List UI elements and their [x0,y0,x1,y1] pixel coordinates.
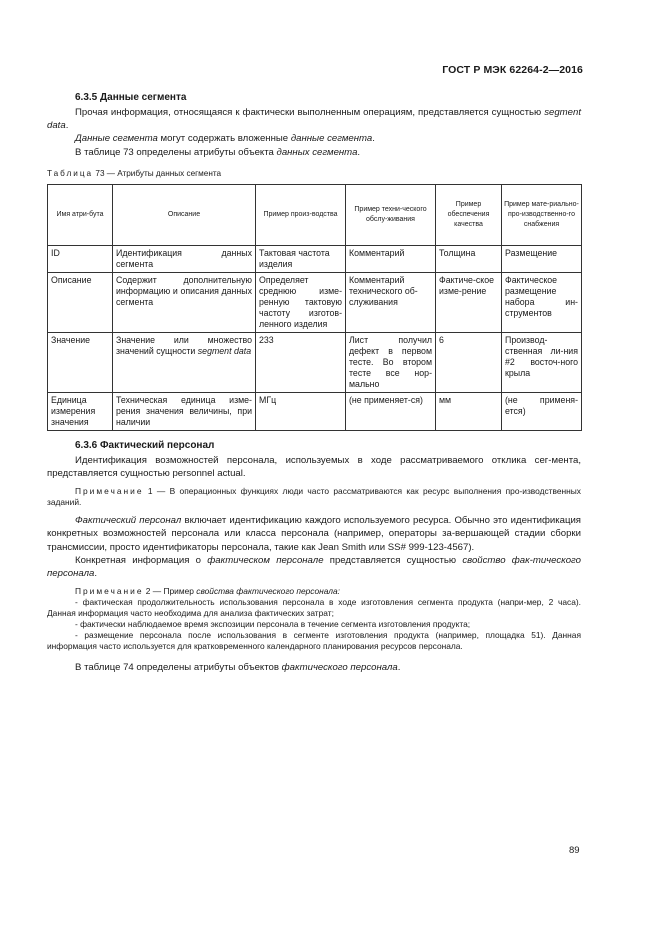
table-cell: 233 [256,332,346,392]
table-cell: Фактиче-ское изме-рение [436,272,502,332]
table-cell: Значение или множество значений сущности segment data [113,332,256,392]
section-heading-6-3-5: 6.3.5 Данные сегмента [75,92,187,103]
table-cell: Тактовая частота изделия [256,245,346,272]
table-cell: Фактическое размещение набора ин-струментов [502,272,582,332]
table-header-row [48,184,582,245]
table-row [48,245,582,272]
table-cell: мм [436,392,502,430]
table-cell: (не применяет-ся) [346,392,436,430]
table-cell: Комментарий [346,245,436,272]
paragraph: В таблице 74 определены атрибуты объектов фактического персонала. [75,662,401,674]
table-cell: Идентификация данных сегмента [113,245,256,272]
table-cell: Лист получил дефект в первом тесте. Во втором тесте все нор-мально [346,332,436,392]
table-cell: Размещение [502,245,582,272]
document-id: ГОСТ Р МЭК 62264-2—2016 [442,64,583,76]
table-cell: МГц [256,392,346,430]
paragraph: Конкретная информация о фактическом персонале представляется сущностью свойство фак-тического персонала. [47,554,581,580]
column-header: Пример мате-риально-про-изводственно-го снабжения [502,184,582,245]
table-caption: Таблица 73 — Атрибуты данных сегмента [47,168,222,178]
paragraph: Данные сегмента могут содержать вложенные данные сегмента. [75,133,375,145]
table-cell: 6 [436,332,502,392]
table-row [48,392,582,430]
paragraph: Фактический персонал включает идентификацию каждого используемого ресурса. Обычно это идентификация конкретных возможностей персонала или класса персонала (например, операторы за-вершающей стадии сборки трансмиссии, просто идентификаторы персонала, такие как Jean Smith или SS# 999-123-4567). [47,515,581,553]
table-cell: Толщина [436,245,502,272]
table-73 [47,184,582,431]
table-row [48,332,582,392]
page-content [47,92,581,674]
column-header: Пример техни-ческого обслу-живания [346,184,436,245]
table-row [48,272,582,332]
note-2-item: - фактически наблюдаемое время экспозиции персонала в течение сегмента изготовления продукта; [75,619,471,630]
paragraph: Прочая информация, относящаяся к фактически выполненным операциям, представляется сущностью segment data. [47,107,581,132]
table-cell: Определяет среднюю изме-ренную тактовую частоту изготов-ленного изделия [256,272,346,332]
table-cell: Комментарий технического об-служивания [346,272,436,332]
column-header: Имя атри-бута [48,184,113,245]
paragraph: Идентификация возможностей персонала, используемых в ходе рассматриваемого отклика сег-мента, представляется сущностью personnel actual. [47,454,581,480]
column-header: Пример обеспечения качества [436,184,502,245]
paragraph: В таблице 73 определены атрибуты объекта данных сегмента. [75,146,361,158]
table-cell: Содержит дополнительную информацию и описания данных сегмента [113,272,256,332]
table-cell: Единица измерения значения [48,392,113,430]
section-heading-6-3-6: 6.3.6 Фактический персонал [75,439,215,451]
column-header: Описание [113,184,256,245]
table-cell: ID [48,245,113,272]
note-1: Примечание 1 — В операционных функциях люди часто рассматриваются как ресурс выполнения про-изводственных заданий. [47,486,581,508]
table-cell: Производ-ственная ли-ния #2 восточ-ного крыла [502,332,582,392]
table-cell: Техническая единица изме-рения значения величины, при наличии [113,392,256,430]
table-cell: Описание [48,272,113,332]
table-cell: (не применя-ется) [502,392,582,430]
note-2-item: - фактическая продолжительность использования персонала в ходе изготовления сегмента продукта (напри-мер, 2 часа). Данная информация часто необходима для анализа фактических затрат; [47,597,581,619]
table-cell: Значение [48,332,113,392]
column-header: Пример произ-водства [256,184,346,245]
note-2: Примечание 2 — Пример свойства фактического персонала: [75,586,340,597]
page-number: 89 [569,845,580,856]
note-2-item: - размещение персонала после использования в сегменте изготовления продукта (например, площадка 51). Данная информация часто используется для кратковременного календарного планирования ресурсов персонала. [47,630,581,652]
